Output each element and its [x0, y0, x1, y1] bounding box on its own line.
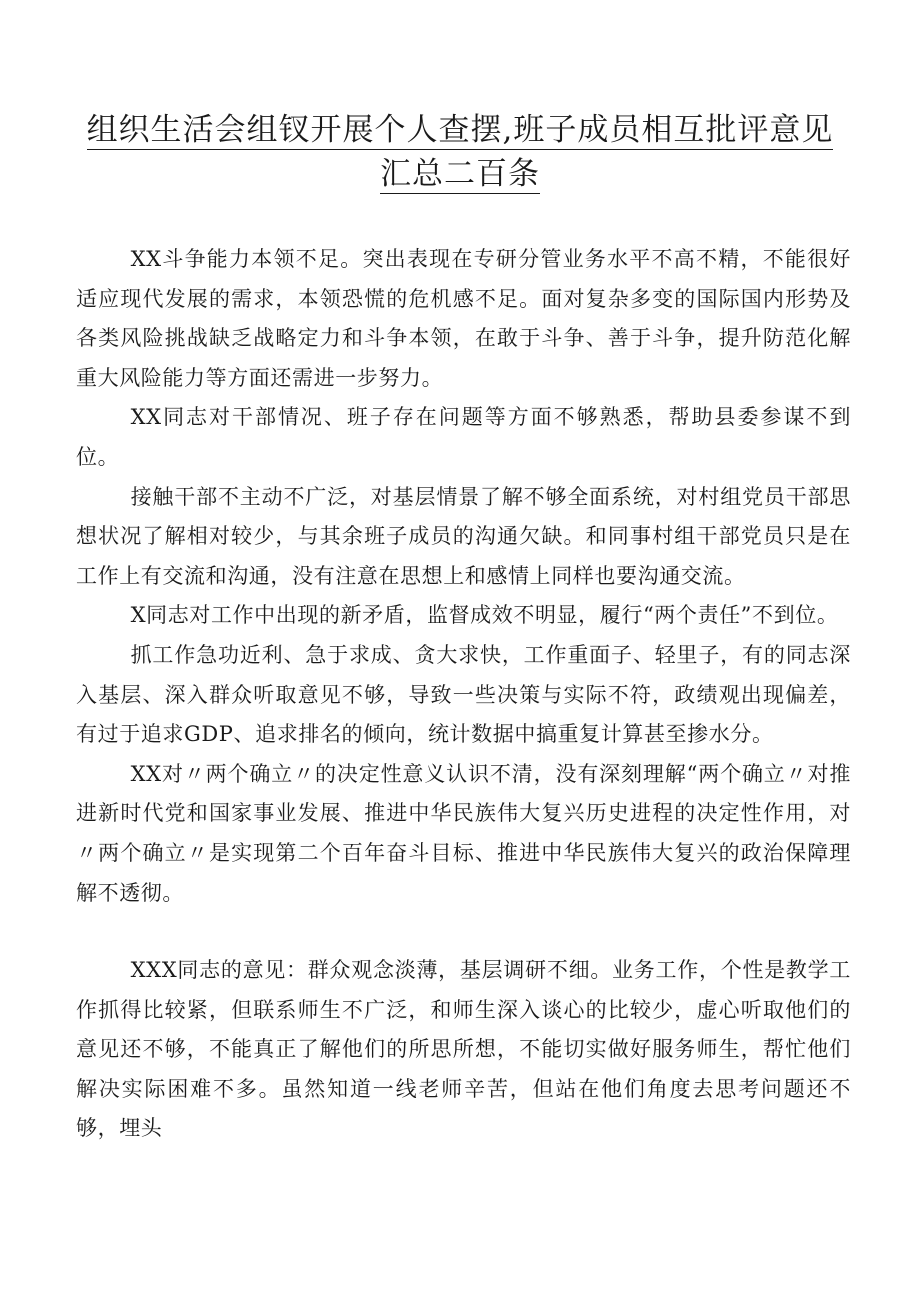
paragraph: XX斗争能力本领不足。突出表现在专研分管业务水平不高不精，不能很好适应现代发展的需求，本领恐慌的危机感不足。面对复杂多变的国际国内形势及各类风险挑战缺乏战略定力和斗争本领，在敢于斗争、善于斗争，提升防范化解重大风险能力等方面还需进一步努力。: [76, 247, 851, 390]
title-line-2: 汇总二百条: [380, 156, 540, 192]
document-body: [76, 240, 851, 1149]
paragraph: XX同志对干部情况、班子存在问题等方面不够熟悉，帮助县委参谋不到位。: [76, 405, 851, 469]
paragraph: 抓工作急功近利、急于求成、贪大求快，工作重面子、轻里子，有的同志深入基层、深入群众听取意见不够，导致一些决策与实际不符，政绩观出现偏差，有过于追求GDP、追求排名的倾向，统计数据中搞重复计算甚至掺水分。: [76, 642, 851, 747]
paragraph: XX对〃两个确立〃的决定性意义认识不清，没有深刻理解“两个确立〃对推进新时代党和国家事业发展、推进中华民族伟大复兴历史进程的决定性作用，对〃两个确立〃是实现第二个百年奋斗目标、推进中华民族伟大复兴的政治保障理解不透彻。: [76, 761, 851, 905]
paragraph: 接触干部不主动不广泛，对基层情景了解不够全面系统，对村组党员干部思想状况了解相对较少，与其余班子成员的沟通欠缺。和同事村组干部党员只是在工作上有交流和沟通，没有注意在思想上和感情上同样也要沟通交流。: [76, 484, 851, 588]
title-line-1: 组织生活会组钗开展个人查摆,班子成员相互批评意见: [86, 112, 834, 148]
paragraph: XXX同志的意见：群众观念淡薄，基层调研不细。业务工作，个性是教学工作抓得比较紧，但联系师生不广泛，和师生深入谈心的比较少，虚心听取他们的意见还不够，不能真正了解他们的所思所想，不能切实做好服务师生，帮忙他们解决实际困难不多。虽然知道一线老师辛苦，但站在他们角度去思考问题还不够，埋头: [76, 958, 851, 1141]
document-title: [70, 108, 850, 196]
paragraph: X同志对工作中出现的新矛盾，监督成效不明显，履行“两个责任”不到位。: [130, 603, 839, 628]
